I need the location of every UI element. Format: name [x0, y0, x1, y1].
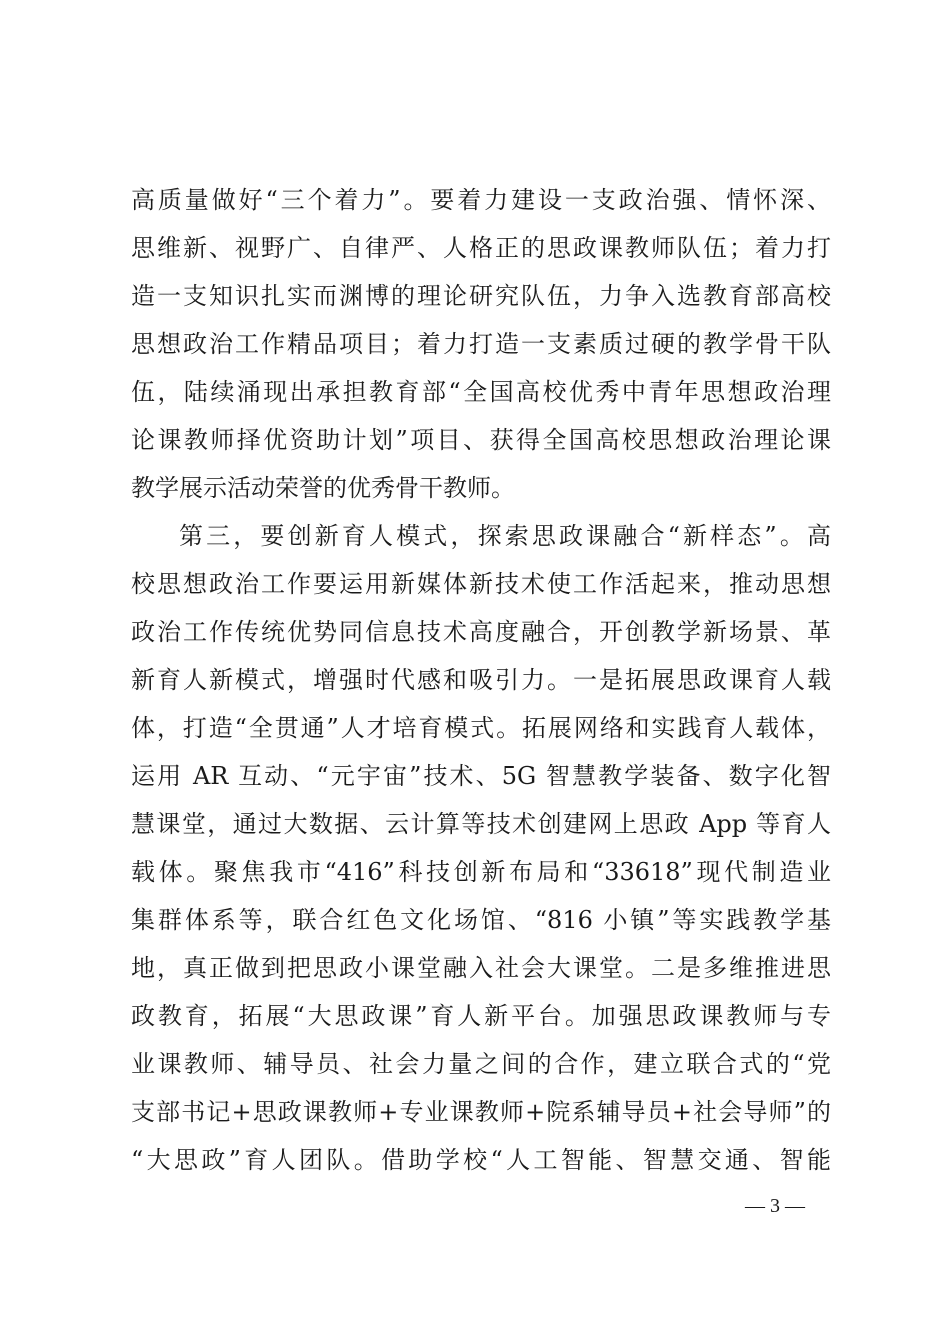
text-line: 造一支知识扎实而渊博的理论研究队伍，力争入选教育部高校: [131, 282, 831, 310]
text-line: 校思想政治工作要运用新媒体新技术使工作活起来，推动思想: [131, 570, 831, 598]
body-text: [131, 176, 831, 1184]
text-line: 体，打造“全贯通”人才培育模式。拓展网络和实践育人载体，: [131, 714, 831, 742]
text-line: 论课教师择优资助计划”项目、获得全国高校思想政治理论课: [131, 426, 831, 454]
text-line: 业课教师、辅导员、社会力量之间的合作，建立联合式的“党: [131, 1050, 831, 1078]
text-line: 运用 AR 互动、“元宇宙”技术、5G 智慧教学装备、数字化智: [131, 762, 831, 790]
text-line: 思维新、视野广、自律严、人格正的思政课教师队伍；着力打: [131, 234, 831, 262]
text-line: 思想政治工作精品项目；着力打造一支素质过硬的教学骨干队: [131, 330, 831, 358]
text-line: 第三，要创新育人模式，探索思政课融合“新样态”。高: [179, 522, 831, 550]
text-line: 集群体系等，联合红色文化场馆、“816 小镇”等实践教学基: [131, 906, 831, 934]
text-line: 支部书记+思政课教师+专业课教师+院系辅导员+社会导师”的: [131, 1098, 831, 1126]
text-line: 政教育，拓展“大思政课”育人新平台。加强思政课教师与专: [131, 1002, 831, 1030]
text-line: 新育人新模式，增强时代感和吸引力。一是拓展思政课育人载: [131, 666, 831, 694]
text-line: 地，真正做到把思政小课堂融入社会大课堂。二是多维推进思: [131, 954, 831, 982]
text-line: 伍，陆续涌现出承担教育部“全国高校优秀中青年思想政治理: [131, 378, 831, 406]
text-line: “大思政”育人团队。借助学校“人工智能、智慧交通、智能: [131, 1146, 831, 1174]
text-line: 高质量做好“三个着力”。要着力建设一支政治强、情怀深、: [131, 186, 831, 214]
text-line: 教学展示活动荣誉的优秀骨干教师。: [131, 474, 515, 502]
text-line: 慧课堂，通过大数据、云计算等技术创建网上思政 App 等育人: [131, 810, 831, 838]
text-line: 载体。聚焦我市“416”科技创新布局和“33618”现代制造业: [131, 858, 831, 886]
text-line: 政治工作传统优势同信息技术高度融合，开创教学新场景、革: [131, 618, 831, 646]
page-number: — 3 —: [745, 1195, 805, 1217]
